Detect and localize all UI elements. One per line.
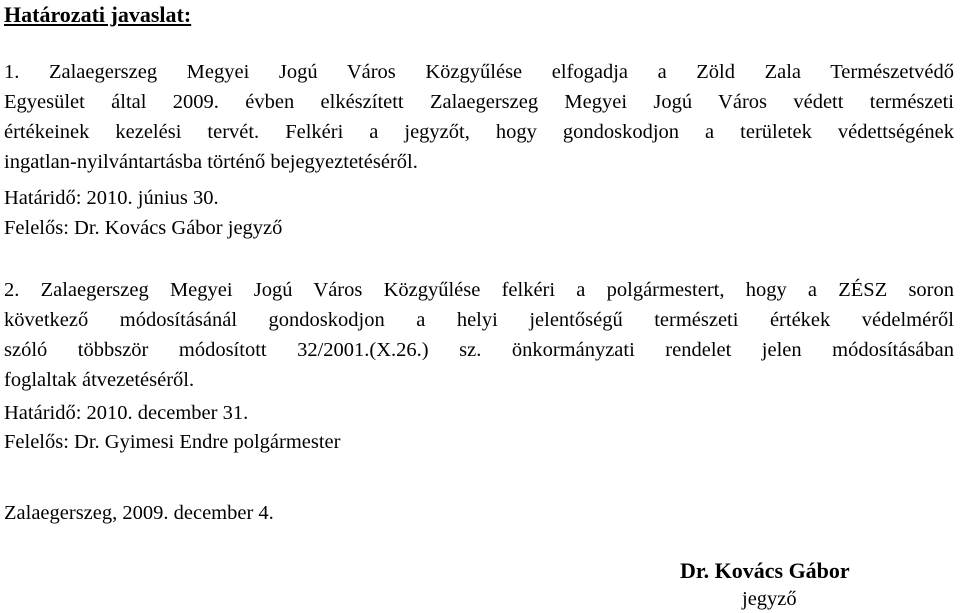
resolution-1-line: Egyesület által 2009. évben elkészített Zalaegerszeg Megyei Jogú Város védett természeti — [4, 91, 954, 113]
signature-title: jegyző — [742, 588, 797, 610]
resolution-2-line: következő módosításánál gondoskodjon a helyi jelentőségű természeti értékek védelméről — [4, 309, 954, 331]
resolution-1-text — [4, 57, 954, 177]
resolution-1-line: 1. Zalaegerszeg Megyei Jogú Város Közgyűlése elfogadja a Zöld Zala Természetvédő — [4, 61, 954, 83]
resolution-1-line: ingatlan-nyilvántartásba történő bejegyeztetéséről. — [4, 151, 418, 173]
resolution-2-responsible: Felelős: Dr. Gyimesi Endre polgármester — [4, 431, 341, 453]
resolution-1-responsible: Felelős: Dr. Kovács Gábor jegyző — [4, 217, 283, 239]
resolution-1-deadline: Határidő: 2010. június 30. — [4, 187, 219, 209]
place-and-date: Zalaegerszeg, 2009. december 4. — [4, 502, 274, 524]
resolution-1-line: értékeinek kezelési tervét. Felkéri a jegyzőt, hogy gondoskodjon a területek védettségének — [4, 121, 954, 143]
resolution-2-line: szóló többször módosított 32/2001.(X.26.) sz. önkormányzati rendelet jelen módosításában — [4, 339, 954, 361]
resolution-2-line: foglaltak átvezetéséről. — [4, 369, 195, 391]
resolution-2-line: 2. Zalaegerszeg Megyei Jogú Város Közgyűlése felkéri a polgármestert, hogy a ZÉSZ soron — [4, 279, 954, 301]
resolution-2-text — [4, 275, 954, 395]
resolution-2-deadline: Határidő: 2010. december 31. — [4, 402, 249, 424]
document-heading: Határozati javaslat: — [4, 2, 192, 27]
signature-name: Dr. Kovács Gábor — [680, 558, 850, 583]
